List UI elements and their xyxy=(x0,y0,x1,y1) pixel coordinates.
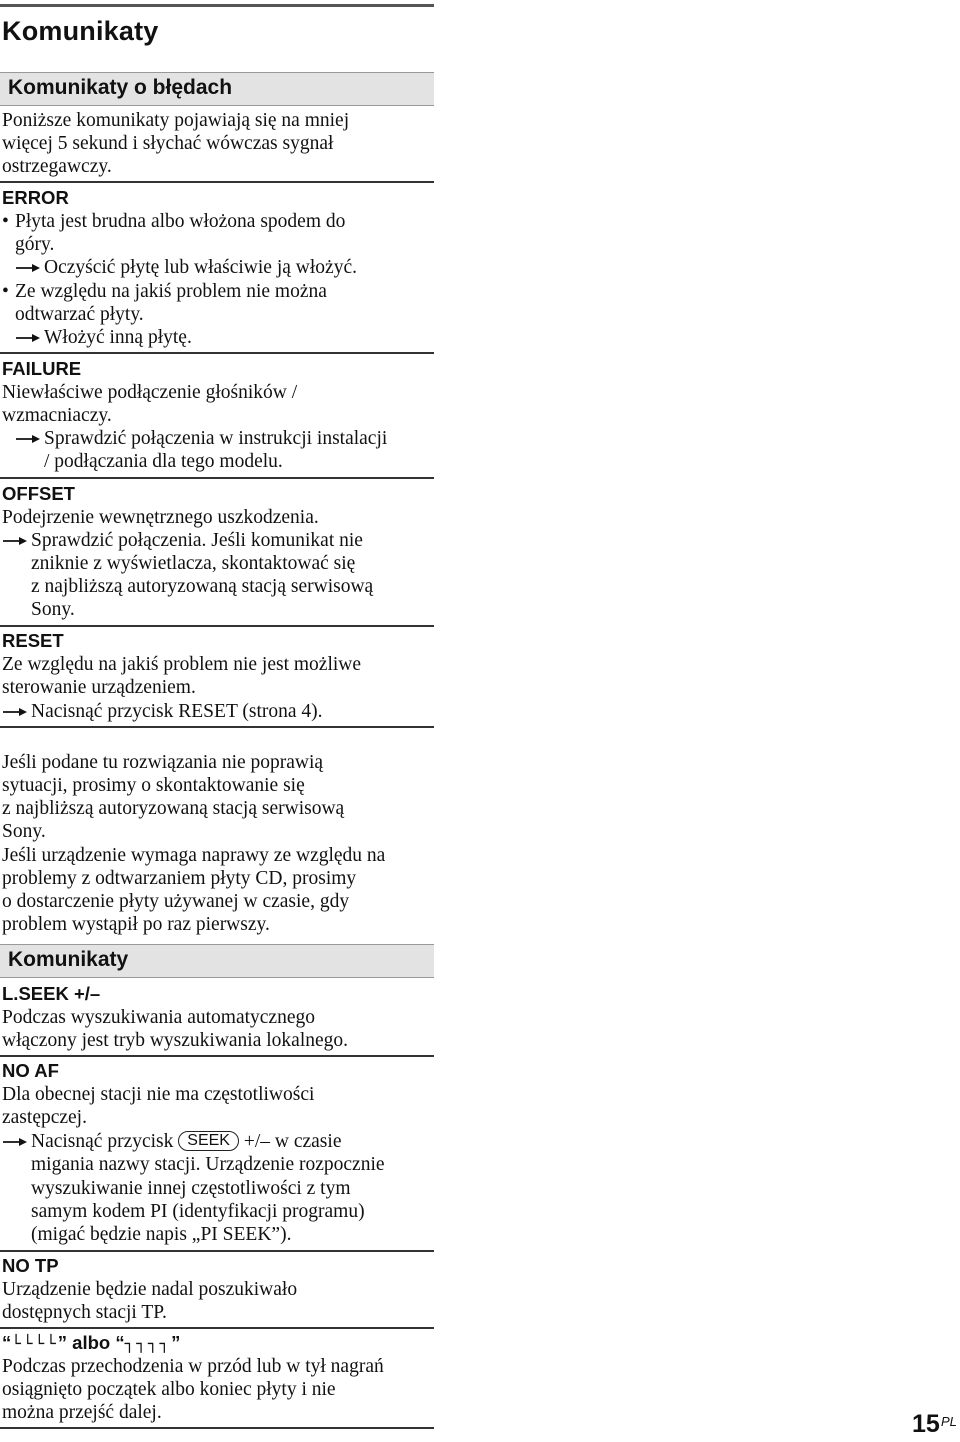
lseek-text: włączony jest tryb wyszukiwania lokalnego. xyxy=(2,1030,349,1051)
noaf-fix: migania nazwy stacji. Urządzenie rozpocznie xyxy=(31,1154,385,1175)
bullet-dot: • xyxy=(2,281,9,302)
top-rule xyxy=(0,4,434,7)
divider xyxy=(0,1427,434,1429)
divider xyxy=(0,726,434,728)
offset-fix: zniknie z wyświetlacza, skontaktować się xyxy=(31,553,356,574)
note-line: problem wystąpił po raz pierwszy. xyxy=(2,914,270,935)
display-glyph-end: ┐┐┐┐ xyxy=(124,1334,172,1353)
intro-line: Poniższe komunikaty pojawiają się na mniej xyxy=(2,110,350,131)
reset-text: sterowanie urządzeniem. xyxy=(2,677,196,698)
offset-fix: Sprawdzić połączenia. Jeśli komunikat nie xyxy=(31,530,363,551)
message-label-offset: OFFSET xyxy=(2,483,75,504)
bullet-dot: • xyxy=(2,211,9,232)
arrow-right-icon xyxy=(2,1137,28,1147)
quote-close: ” xyxy=(171,1332,181,1353)
note-line: o dostarczenie płyty używanej w czasie, gdy xyxy=(2,891,350,912)
message-label-reset: RESET xyxy=(2,630,64,651)
error-text: Ze względu na jakiś problem nie można xyxy=(15,281,327,302)
noaf-fix: (migać będzie napis „PI SEEK”). xyxy=(31,1224,292,1245)
offset-text: Podejrzenie wewnętrznego uszkodzenia. xyxy=(2,507,319,528)
note-line: sytuacji, prosimy o skontaktowanie się xyxy=(2,775,305,796)
quote-close: ” xyxy=(57,1332,68,1353)
divider xyxy=(0,1250,434,1252)
arrow-right-icon xyxy=(15,434,41,444)
noaf-fix-post: +/– w czasie xyxy=(243,1131,342,1152)
albo-word: albo xyxy=(72,1332,111,1353)
seek-button-label: SEEK xyxy=(178,1131,239,1151)
error-fix: Włożyć inną płytę. xyxy=(44,327,192,348)
failure-text: Niewłaściwe podłączenie głośników / xyxy=(2,382,298,403)
message-label-notp: NO TP xyxy=(2,1255,59,1276)
noaf-fix: wyszukiwanie innej częstotliwości z tym xyxy=(31,1178,351,1199)
arrow-right-icon xyxy=(2,707,28,717)
note-line: problemy z odtwarzaniem płyty CD, prosimy xyxy=(2,868,357,889)
section-header-errors xyxy=(0,72,434,106)
quote-open: “ xyxy=(2,1332,12,1353)
note-line: Jeśli urządzenie wymaga naprawy ze względu na xyxy=(2,845,386,866)
message-label-lseek: L.SEEK +/– xyxy=(2,983,101,1004)
offset-fix: z najbliższą autoryzowaną stacją serwisową xyxy=(31,576,374,597)
failure-fix: Sprawdzić połączenia w instrukcji instalacji xyxy=(44,428,388,449)
notp-text: Urządzenie będzie nadal poszukiwało xyxy=(2,1279,298,1300)
noaf-text: Dla obecnej stacji nie ma częstotliwości xyxy=(2,1084,315,1105)
intro-line: więcej 5 sekund i słychać wówczas sygnał xyxy=(2,133,334,154)
arrow-right-icon xyxy=(2,536,28,546)
section-header-messages xyxy=(0,944,434,978)
noaf-text: zastępczej. xyxy=(2,1107,87,1128)
edge-text: Podczas przechodzenia w przód lub w tył nagrań xyxy=(2,1356,384,1377)
error-fix: Oczyścić płytę lub właściwie ją włożyć. xyxy=(44,257,357,278)
page-title: Komunikaty xyxy=(2,16,159,46)
section-heading: Komunikaty o błędach xyxy=(8,76,233,99)
reset-fix: Nacisnąć przycisk RESET (strona 4). xyxy=(31,701,323,722)
error-text: odtwarzać płyty. xyxy=(15,304,144,325)
divider xyxy=(0,625,434,627)
note-line: z najbliższą autoryzowaną stacją serwisową xyxy=(2,798,345,819)
notp-text: dostępnych stacji TP. xyxy=(2,1302,167,1323)
offset-fix: Sony. xyxy=(31,599,75,620)
message-label-error: ERROR xyxy=(2,187,69,208)
error-text: góry. xyxy=(15,234,55,255)
page-number: 15 xyxy=(912,1410,940,1438)
message-label-noaf: NO AF xyxy=(2,1060,59,1081)
arrow-right-icon xyxy=(15,263,41,273)
quote-open: “ xyxy=(115,1332,125,1353)
edge-text: osiągnięto początek albo koniec płyty i nie xyxy=(2,1379,336,1400)
note-line: Sony. xyxy=(2,821,46,842)
arrow-right-icon xyxy=(15,333,41,343)
note-line: Jeśli podane tu rozwiązania nie poprawią xyxy=(2,752,324,773)
noaf-fix-line xyxy=(31,1130,341,1154)
message-label-failure: FAILURE xyxy=(2,358,82,379)
divider xyxy=(0,1055,434,1057)
intro-line: ostrzegawczy. xyxy=(2,156,112,177)
display-glyph-start: └└└└ xyxy=(11,1334,58,1353)
page-language-suffix: PL xyxy=(941,1414,957,1429)
error-text: Płyta jest brudna albo włożona spodem do xyxy=(15,211,346,232)
section-heading: Komunikaty xyxy=(8,948,129,971)
divider xyxy=(0,1327,434,1329)
message-label-edge xyxy=(2,1331,180,1355)
divider xyxy=(0,181,434,183)
failure-text: wzmacniaczy. xyxy=(2,405,112,426)
lseek-text: Podczas wyszukiwania automatycznego xyxy=(2,1007,315,1028)
noaf-fix-pre: Nacisnąć przycisk xyxy=(31,1131,174,1152)
divider xyxy=(0,477,434,479)
reset-text: Ze względu na jakiś problem nie jest możliwe xyxy=(2,654,362,675)
edge-text: można przejść dalej. xyxy=(2,1402,162,1423)
failure-fix: / podłączania dla tego modelu. xyxy=(44,451,283,472)
noaf-fix: samym kodem PI (identyfikacji programu) xyxy=(31,1201,365,1222)
divider xyxy=(0,352,434,354)
